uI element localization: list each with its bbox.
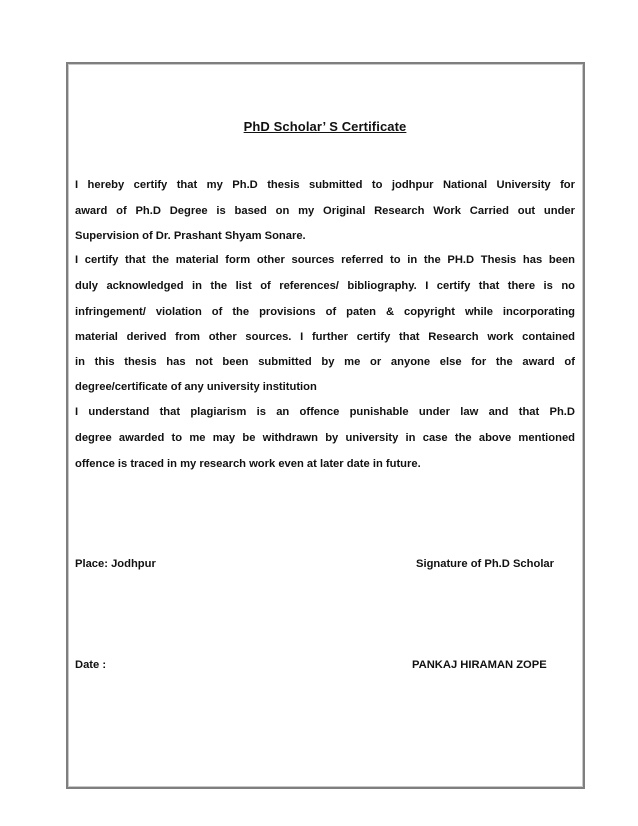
paragraph-2-line-5: in this thesis has not been submitted by me or anyone else for the award of [75, 356, 575, 368]
paragraph-3-line-3: offence is traced in my research work even at later date in future. [75, 458, 421, 470]
paragraph-1-line-1: I hereby certify that my Ph.D thesis submitted to jodhpur National University for [75, 179, 575, 191]
certificate-border [66, 62, 585, 789]
signature-label: Signature of Ph.D Scholar [416, 558, 554, 570]
paragraph-2-line-4: material derived from other sources. I further certify that Research work contained [75, 331, 575, 343]
date-label: Date : [75, 659, 107, 671]
paragraph-1-line-2: award of Ph.D Degree is based on my Original Research Work Carried out under [75, 205, 575, 217]
paragraph-2-line-6: degree/certificate of any university institution [75, 381, 317, 393]
paragraph-2-line-2: duly acknowledged in the list of references/ bibliography. I certify that there is no [75, 280, 575, 292]
place-label: Place: Jodhpur [75, 558, 156, 570]
paragraph-2-line-1: I certify that the material form other sources referred to in the PH.D Thesis has been [75, 254, 575, 266]
certificate-title-wrapper [0, 119, 638, 134]
paragraph-1-line-3: Supervision of Dr. Prashant Shyam Sonare. [75, 230, 306, 242]
paragraph-2-line-3: infringement/ violation of the provisions of paten & copyright while incorporating [75, 306, 575, 318]
certificate-title: PhD Scholar’ S Certificate [243, 119, 407, 134]
paragraph-3-line-2: degree awarded to me may be withdrawn by university in case the above mentioned [75, 432, 575, 444]
scholar-name: PANKAJ HIRAMAN ZOPE [412, 659, 547, 671]
paragraph-3-line-1: I understand that plagiarism is an offence punishable under law and that Ph.D [75, 406, 575, 418]
